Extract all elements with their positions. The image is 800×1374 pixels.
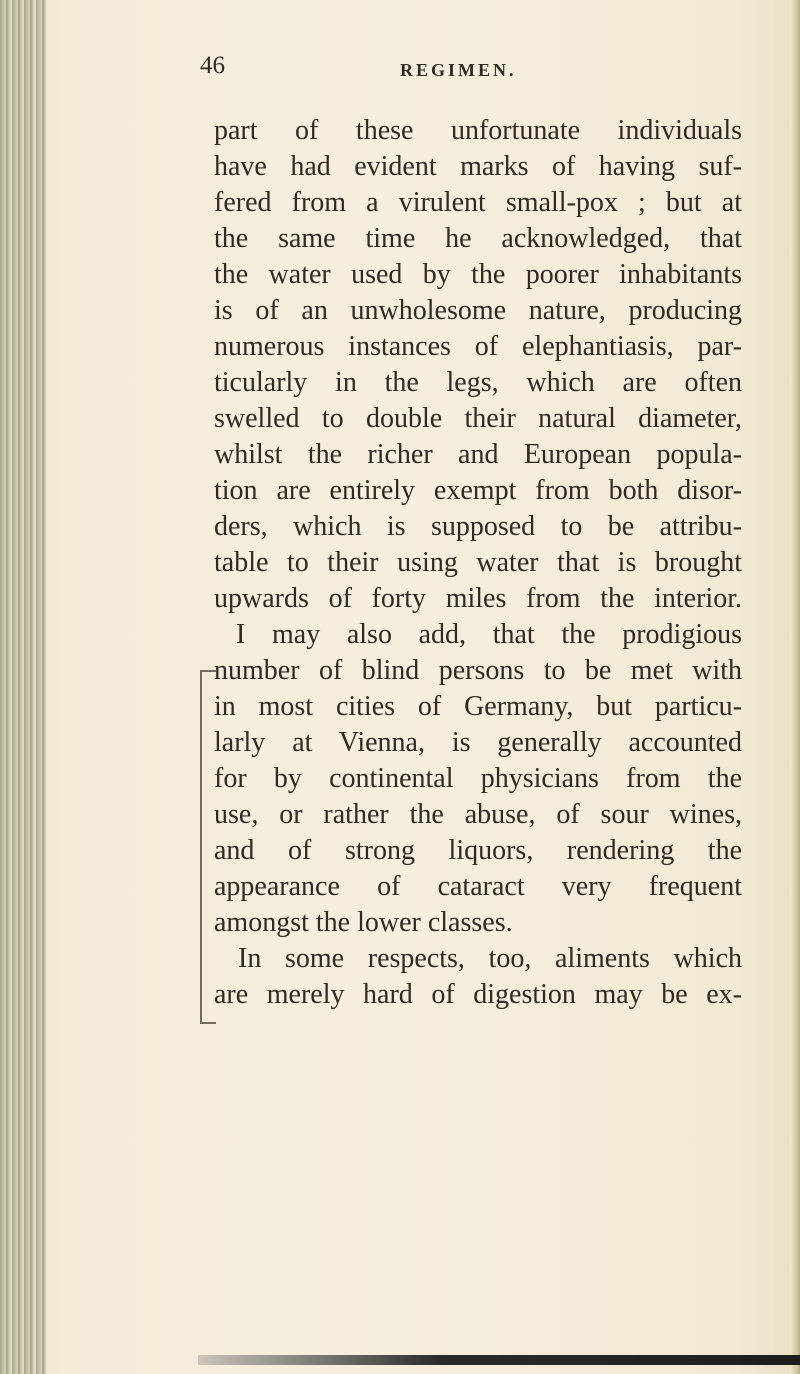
text-line: fered from a virulent small-pox ; but at [214,187,742,218]
binding-gutter [0,0,46,1374]
text-line: tion are entirely exempt from both disor- [214,475,742,506]
page-edge [790,0,800,1374]
text-line: appearance of cataract very frequent [214,871,742,902]
paragraph-start-line: In some respects, too, aliments which [238,943,742,974]
text-line: is of an unwholesome nature, producing [214,295,742,326]
text-line: upwards of forty miles from the interior. [214,583,742,614]
text-line: part of these unfortunate individuals [214,115,742,146]
text-line: ders, which is supposed to be attribu- [214,511,742,542]
text-line: have had evident marks of having suf- [214,151,742,182]
page-header [200,52,760,92]
text-line: swelled to double their natural diameter, [214,403,742,434]
text-line: in most cities of Germany, but particu- [214,691,742,722]
text-line: the same time he acknowledged, that [214,223,742,254]
text-line: whilst the richer and European popula- [214,439,742,470]
text-line: table to their using water that is brought [214,547,742,578]
text-line: use, or rather the abuse, of sour wines, [214,799,742,830]
text-line: numerous instances of elephantiasis, par- [214,331,742,362]
text-line: number of blind persons to be met with [214,655,742,686]
text-line: are merely hard of digestion may be ex- [214,979,742,1010]
text-line: ticularly in the legs, which are often [214,367,742,398]
bottom-shadow-rule [198,1355,800,1365]
running-head: REGIMEN. [400,60,517,80]
text-line: and of strong liquors, rendering the [214,835,742,866]
paragraph-start-line: I may also add, that the prodigious [236,619,742,650]
text-line: for by continental physicians from the [214,763,742,794]
text-line: the water used by the poorer inhabitants [214,259,742,290]
text-line: larly at Vienna, is generally accounted [214,727,742,758]
paragraph-end-line: amongst the lower classes. [214,907,513,938]
page-number: 46 [200,52,225,79]
